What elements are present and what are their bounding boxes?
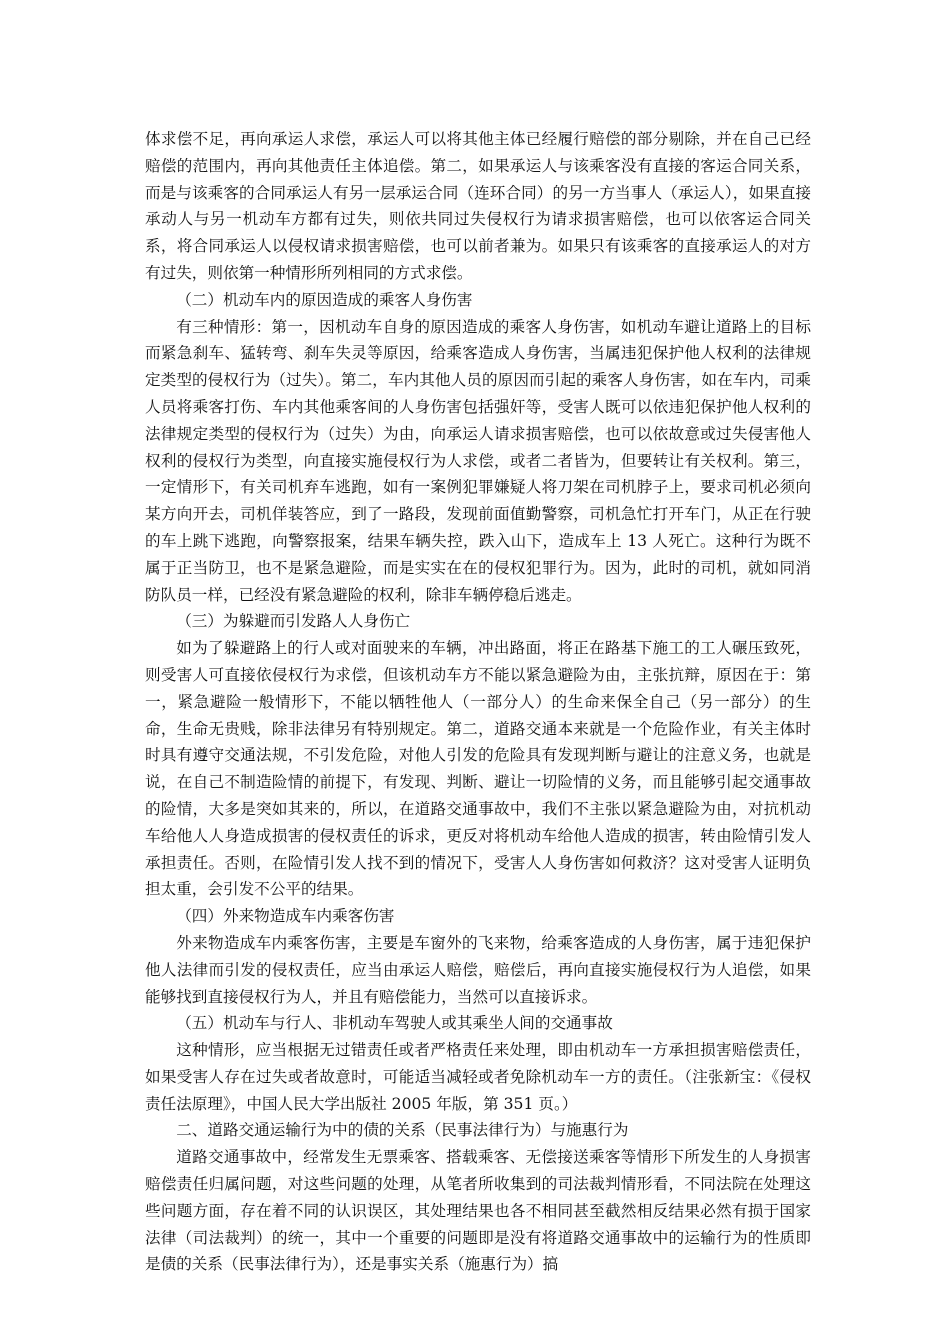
section-heading-3: （三）为躲避而引发路人人身伤亡 (176, 612, 411, 631)
document-page (145, 126, 811, 1278)
paragraph-body: 这种情形，应当根据无过错责任或者严格责任来处理，即由机动车一方承担损害赔偿责任，如果受害人存在过失或者故意时，可能适当减轻或者免除机动车一方的责任。（注张新宝：《侵权责任法原理》，中国人民大学出版社 2005 年版，第 351 页。） (145, 1041, 811, 1113)
chapter-heading-2: 二、道路交通运输行为中的债的关系（民事法律行为）与施惠行为 (176, 1121, 629, 1140)
paragraph-body: 道路交通事故中，经常发生无票乘客、搭载乘客、无偿接送乘客等情形下所发生的人身损害赔偿责任归属问题，对这些问题的处理，从笔者所收集到的司法裁判情形看，不同法院在处理这些问题方面，存在着不同的认识误区，其处理结果也各不相同甚至截然相反结果必然有损于国家法律（司法裁判）的统一，其中一个重要的问题即是没有将道路交通事故中的运输行为的性质即是债的关系（民事法律行为），还是事实关系（施惠行为）搞 (145, 1148, 811, 1274)
paragraph-body: 外来物造成车内乘客伤害，主要是车窗外的飞来物，给乘客造成的人身伤害，属于违犯保护他人法律而引发的侵权责任，应当由承运人赔偿，赔偿后，再向直接实施侵权行为人追偿，如果能够找到直接侵权行为人，并且有赔偿能力，当然可以直接诉求。 (145, 933, 811, 1006)
section-heading-5: （五）机动车与行人、非机动车驾驶人或其乘坐人间的交通事故 (176, 1014, 613, 1033)
section-heading-4: （四）外来物造成车内乘客伤害 (176, 907, 395, 926)
paragraph-body: 如为了躲避路上的行人或对面驶来的车辆，冲出路面，将正在路基下施工的工人碾压致死，则受害人可直接依侵权行为求偿，但该机动车方不能以紧急避险为由，主张抗辩，原因在于：第一，紧急避险一般情形下，不能以牺牲他人（一部分人）的生命来保全自己（另一部分）的生命，生命无贵贱，除非法律另有特别规定。第二，道路交通本来就是一个危险作业，有关主体时时具有遵守交通法规，不引发危险，对他人引发的危险具有发现判断与避让的注意义务，也就是说，在自己不制造险情的前提下，有发现、判断、避让一切险情的义务，而且能够引起交通事故的险情，大多是突如其来的，所以，在道路交通事故中，我们不主张以紧急避险为由，对抗机动车给他人人身造成损害的侵权责任的诉求，更反对将机动车给他人造成的损害，转由险情引发人承担责任。否则，在险情引发人找不到的情况下，受害人人身伤害如何救济？这对受害人证明负担太重，会引发不公平的结果。 (145, 639, 811, 899)
section-heading-2: （二）机动车内的原因造成的乘客人身伤害 (176, 290, 473, 309)
paragraph-body: 有三种情形：第一，因机动车自身的原因造成的乘客人身伤害，如机动车避让道路上的目标而紧急刹车、猛转弯、刹车失灵等原因，给乘客造成人身伤害，当属违犯保护他人权利的法律规定类型的侵权行为（过失）。第二，车内其他人员的原因而引起的乘客人身伤害，如在车内，司乘人员将乘客打伤、车内其他乘客间的人身伤害包括强奸等，受害人既可以依违犯保护他人权利的法律规定类型的侵权行为（过失）为由，向承运人请求损害赔偿，也可以依故意或过失侵害他人权利的侵权行为类型，向直接实施侵权行为人求偿，或者二者皆为，但要转让有关权利。第三，一定情形下，有关司机弃车逃跑，如有一案例犯罪嫌疑人将刀架在司机脖子上，要求司机必须向某方向开去，司机佯装答应，到了一路段，发现前面值勤警察，司机急忙打开车门，从正在行驶的车上跳下逃跑，向警察报案，结果车辆失控，跌入山下，造成车上 13 人死亡。这种行为既不属于正当防卫，也不是紧急避险，而是实实在在的侵权犯罪行为。因为，此时的司机，就如同消防队员一样，已经没有紧急避险的权利，除非车辆停稳后逃走。 (145, 317, 811, 604)
paragraph-continuation: 体求偿不足，再向承运人求偿，承运人可以将其他主体已经履行赔偿的部分剔除，并在自己已经赔偿的范围内，再向其他责任主体追偿。第二，如果承运人与该乘客没有直接的客运合同关系，而是与该乘客的合同承运人有另一层承运合同（连环合同）的另一方当事人（承运人），如果直接承动人与另一机动车方都有过失，则依共同过失侵权行为请求损害赔偿，也可以依客运合同关系，将合同承运人以侵权请求损害赔偿，也可以前者兼为。如果只有该乘客的直接承运人的对方有过失，则依第一种情形所列相同的方式求偿。 (145, 130, 811, 282)
